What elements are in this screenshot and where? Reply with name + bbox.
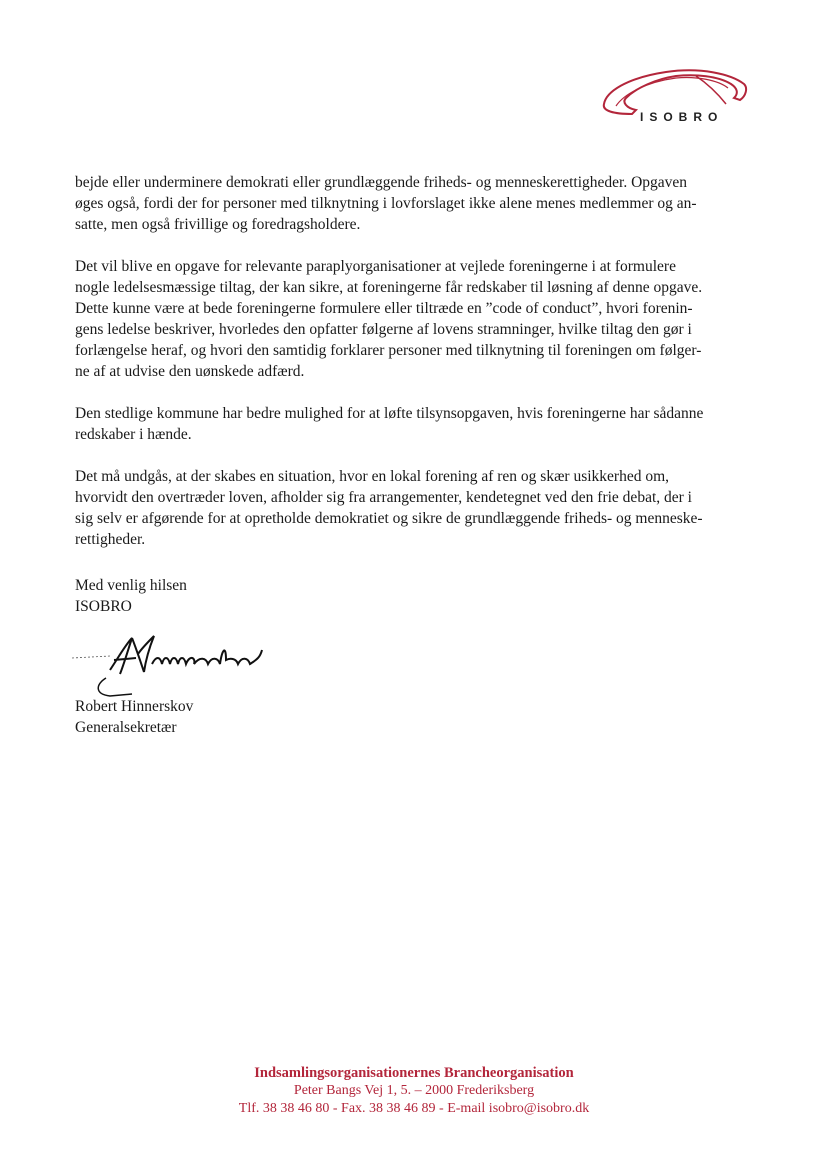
paragraph [75, 403, 755, 445]
signer-block [75, 696, 193, 738]
paragraph [75, 256, 755, 382]
signature-image [70, 630, 330, 705]
text-line: satte, men også frivillige og foredragsholdere. [75, 216, 361, 233]
text-line: Den stedlige kommune har bedre mulighed for at løfte tilsynsopgaven, hvis foreningerne har sådanne [75, 405, 704, 422]
footer-org-name: Indsamlingsorganisationernes Brancheorganisation [254, 1065, 574, 1081]
handwritten-signature [70, 630, 330, 705]
text-line: gens ledelse beskriver, hvorledes den opfatter følgerne af lovens stramninger, hvilke tiltag den gør i [75, 321, 692, 338]
text-line: Det må undgås, at der skabes en situation, hvor en lokal forening af ren og skær usikkerhed om, [75, 468, 670, 485]
text-line: nogle ledelsesmæssige tiltag, der kan sikre, at foreningerne får redskaber til løsning af denne opgave. [75, 279, 703, 296]
text-line: sig selv er afgørende for at opretholde demokratiet og sikre de grundlæggende friheds- og menneske- [75, 510, 703, 527]
text-line: ne af at udvise den uønskede adfærd. [75, 363, 305, 380]
text-line: rettigheder. [75, 531, 146, 548]
text-line: bejde eller underminere demokrati eller grundlæggende friheds- og menneskerettigheder. Opgaven [75, 174, 688, 191]
letter-body [75, 172, 755, 571]
text-line: hvorvidt den overtræder loven, afholder sig fra arrangementer, kendetegnet ved den frie debat, der i [75, 489, 692, 506]
text-line: Dette kunne være at bede foreningerne formulere eller tiltræde en ”code of conduct”, hvori forenin- [75, 300, 693, 317]
closing-organization: ISOBRO [75, 598, 132, 615]
text-line: øges også, fordi der for personer med tilknytning i lovforslaget ikke alene menes medlemmer og an- [75, 195, 697, 212]
letterhead-footer [0, 1064, 828, 1118]
text-line: redskaber i hænde. [75, 426, 192, 443]
footer-contact: Tlf. 38 38 46 80 - Fax. 38 38 46 89 - E-mail isobro@isobro.dk [238, 1101, 590, 1116]
isobro-logo [596, 64, 756, 134]
text-line: Det vil blive en opgave for relevante paraplyorganisationer at vejlede foreningerne i at formulere [75, 258, 676, 275]
text-line: forlængelse heraf, og hvori den samtidig forklarer personer med tilknytning til foreningen om følger- [75, 342, 702, 359]
signer-name: Robert Hinnerskov [75, 698, 194, 715]
closing-greeting: Med venlig hilsen [75, 577, 187, 594]
footer-address: Peter Bangs Vej 1, 5. – 2000 Frederiksberg [293, 1083, 535, 1098]
paragraph [75, 172, 755, 235]
signer-title: Generalsekretær [75, 719, 177, 736]
logo-text: ISOBRO [640, 110, 724, 124]
closing-block [75, 575, 187, 617]
paragraph [75, 466, 755, 550]
